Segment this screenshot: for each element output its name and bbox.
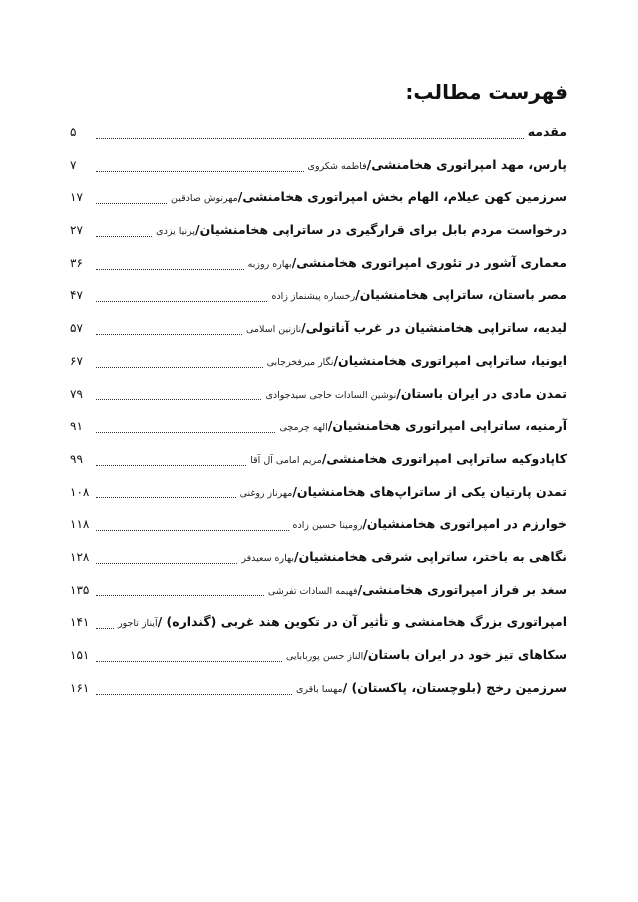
- toc-entry-heading: [246, 314, 567, 343]
- toc-entry-title: مقدمه: [527, 124, 567, 139]
- toc-entry[interactable]: [70, 674, 567, 707]
- toc-entry-author: بهاره روزبه: [247, 258, 292, 270]
- toc-entry-heading: [248, 249, 567, 278]
- toc-entry-page-number: ۹۹: [70, 451, 83, 466]
- toc-entry-author: بهاره سعیدفر: [241, 552, 295, 564]
- toc-entry-page-number: ۷: [70, 157, 77, 172]
- toc-entry-author: پرنیا یزدی: [156, 226, 196, 238]
- toc-entry[interactable]: [70, 445, 567, 478]
- toc-entry-page-number: ۳۶: [70, 255, 83, 270]
- toc-entry-author: فهیمه السادات تفرشی: [267, 585, 358, 597]
- toc-entry-title: سغد بر فراز امپراتوری هخامنشی/: [357, 581, 567, 597]
- toc-entry-title: امپراتوری بزرگ هخامنشی و تأثیر آن در تکوین هند غربی (گنداره) /: [157, 614, 567, 630]
- toc-entry-page-number: ۱۴۱: [70, 615, 90, 630]
- toc-entry-title: سرزمین کهن عیلام، الهام بخش امپراتوری هخامنشی/: [237, 189, 567, 205]
- toc-entry-title: سرزمین رخج (بلوچستان، پاکستان) /: [342, 679, 567, 695]
- dot-leader: [96, 595, 264, 596]
- toc-entry-title: معماری آشور در تئوری امپراتوری هخامنشی/: [291, 254, 567, 270]
- toc-entry-author: الهه چرمچی: [279, 422, 328, 434]
- toc-entry-title: خوارزم در امپراتوری هخامنشیان/: [362, 516, 567, 532]
- toc-entry-author: نگار میرفخرجابی: [266, 356, 334, 368]
- toc-entry[interactable]: [70, 543, 567, 576]
- toc-entry-page-number: ۱۷: [70, 190, 83, 205]
- toc-entry-author: مهسا باقری: [295, 683, 343, 695]
- toc-entry-heading: [240, 478, 567, 507]
- dot-leader: [96, 563, 237, 564]
- toc-entry[interactable]: [70, 118, 567, 151]
- toc-entry-heading: [296, 674, 567, 703]
- toc-entry-title: ایونیا، ساتراپی امپراتوری هخامنشیان/: [333, 352, 567, 368]
- dot-leader: [96, 661, 282, 662]
- toc-entry-page-number: ۷۹: [70, 386, 83, 401]
- toc-entry-title: لیدیه، ساتراپی هخامنشیان در غرب آناتولی/: [301, 320, 567, 336]
- toc-entry-heading: [156, 216, 567, 245]
- toc-entry[interactable]: [70, 249, 567, 282]
- toc-entry-author: مریم امامی آل آقا: [250, 454, 322, 466]
- toc-entry-heading: [267, 347, 567, 376]
- toc-entry-page-number: ۱۶۱: [70, 680, 90, 695]
- dot-leader: [96, 530, 289, 531]
- toc-entry-page-number: ۱۵۱: [70, 648, 90, 662]
- table-of-contents: [70, 118, 567, 706]
- toc-entry[interactable]: [70, 412, 567, 445]
- toc-heading: فهرست مطالب:: [405, 80, 568, 104]
- toc-entry-author: نازنین اسلامی: [245, 324, 302, 336]
- toc-entry-author: فاطمه شکروی: [307, 160, 367, 172]
- dot-leader: [96, 236, 152, 237]
- toc-entry[interactable]: [70, 641, 567, 674]
- toc-entry-heading: [268, 576, 567, 605]
- toc-entry-author: نوشین السادات حاجی سیدجوادی: [265, 389, 397, 401]
- toc-entry-page-number: ۵: [70, 125, 77, 139]
- dot-leader: [96, 138, 524, 139]
- toc-entry-page-number: ۴۷: [70, 288, 83, 303]
- toc-entry-page-number: ۱۳۵: [70, 582, 90, 597]
- dot-leader: [96, 269, 244, 270]
- dot-leader: [96, 497, 236, 498]
- toc-entry-author: مهرناز روغنی: [239, 487, 293, 499]
- toc-entry-heading: [286, 641, 567, 670]
- toc-entry-page-number: ۱۱۸: [70, 517, 90, 532]
- toc-entry-page-number: ۱۲۸: [70, 549, 90, 564]
- toc-entry[interactable]: [70, 347, 567, 380]
- toc-entry-heading: [279, 412, 567, 441]
- toc-entry-title: نگاهی به باختر، ساتراپی شرقی هخامنشیان/: [294, 548, 567, 564]
- toc-entry-page-number: ۱۰۸: [70, 484, 90, 499]
- toc-entry-author: آیناز تاجور: [118, 618, 158, 630]
- toc-entry[interactable]: [70, 380, 567, 413]
- toc-entry-title: درخواست مردم بابل برای قرارگیری در ساتراپی هخامنشیان/: [195, 222, 567, 238]
- toc-entry[interactable]: [70, 314, 567, 347]
- dot-leader: [96, 399, 261, 400]
- toc-entry-heading: [293, 510, 568, 539]
- toc-entry[interactable]: [70, 183, 567, 216]
- toc-entry-heading: [265, 380, 567, 409]
- toc-entry-heading: [271, 281, 567, 310]
- toc-entry[interactable]: [70, 281, 567, 314]
- dot-leader: [96, 301, 267, 302]
- toc-entry-title: سکاهای تیز خود در ایران باستان/: [363, 647, 567, 662]
- toc-entry-author: رخساره پیشنماز زاده: [271, 291, 356, 303]
- dot-leader: [96, 694, 292, 695]
- toc-entry-title: مصر باستان، ساتراپی هخامنشیان/: [355, 287, 567, 303]
- toc-entry[interactable]: [70, 576, 567, 609]
- dot-leader: [96, 334, 242, 335]
- toc-entry-title: کاپادوکیه ساتراپی امپراتوری هخامنشی/: [321, 450, 567, 466]
- toc-entry-author: مهرنوش صادقین: [171, 193, 238, 205]
- dot-leader: [96, 628, 114, 629]
- dot-leader: [96, 203, 167, 204]
- toc-entry-heading: [308, 151, 567, 180]
- toc-entry-title: پارس، مهد امپراتوری هخامنشی/: [366, 156, 567, 172]
- toc-entry-heading: [118, 608, 567, 637]
- toc-entry-heading: [528, 118, 567, 145]
- toc-entry-author: رومینا حسین زاده: [292, 520, 363, 532]
- dot-leader: [96, 171, 304, 172]
- toc-entry-page-number: ۲۷: [70, 223, 83, 238]
- toc-entry-title: آرمنیه، ساتراپی امپراتوری هخامنشیان/: [327, 418, 567, 434]
- toc-entry[interactable]: [70, 608, 567, 641]
- dot-leader: [96, 367, 263, 368]
- toc-entry-page-number: ۵۷: [70, 321, 83, 336]
- toc-entry-title: تمدن پارتیان یکی از ساتراپ‌های هخامنشیان/: [292, 483, 567, 499]
- toc-entry-heading: [171, 183, 567, 212]
- toc-entry-heading: [250, 445, 567, 474]
- dot-leader: [96, 432, 275, 433]
- toc-entry-heading: [241, 543, 567, 572]
- toc-entry-author: الناز حسن پوربابایی: [286, 651, 364, 662]
- toc-entry[interactable]: [70, 510, 567, 543]
- toc-entry-title: تمدن مادی در ایران باستان/: [396, 385, 567, 401]
- toc-entry[interactable]: [70, 151, 567, 184]
- toc-entry-page-number: ۶۷: [70, 353, 83, 368]
- toc-entry-page-number: ۹۱: [70, 419, 83, 434]
- dot-leader: [96, 465, 246, 466]
- toc-entry[interactable]: [70, 478, 567, 511]
- toc-entry[interactable]: [70, 216, 567, 249]
